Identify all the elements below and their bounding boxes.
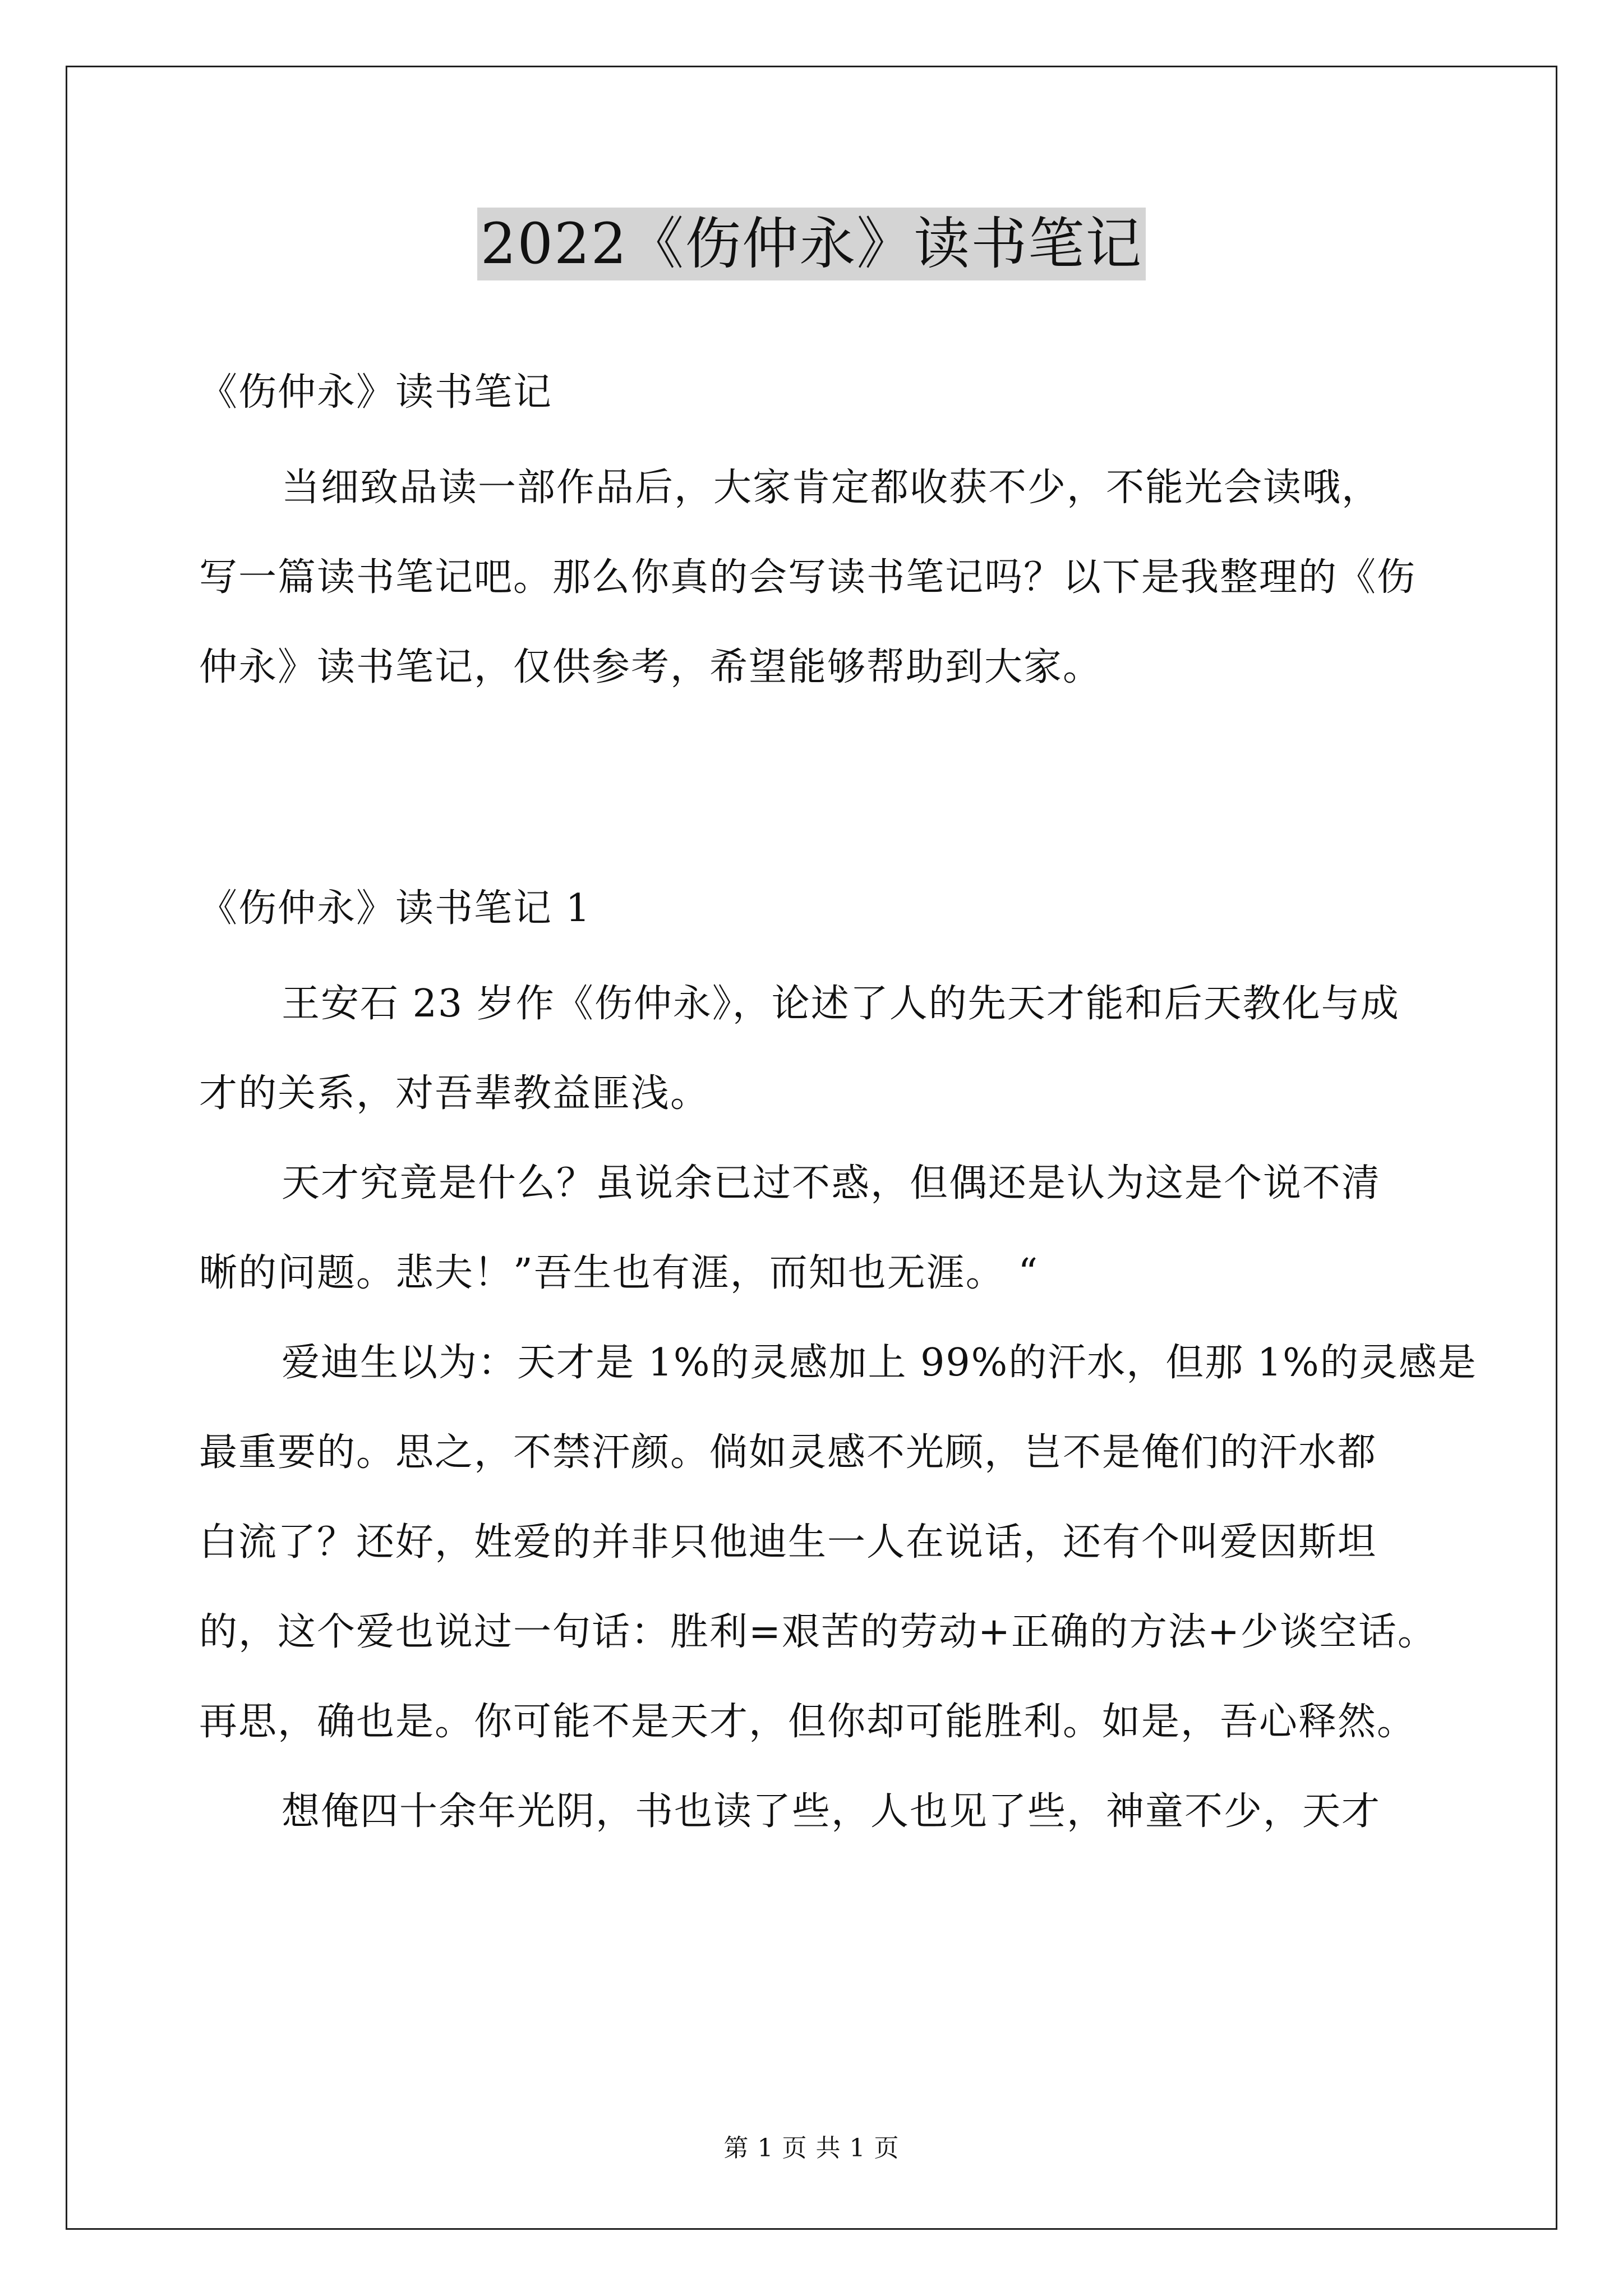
section-heading: 《伤仲永》读书笔记 1	[199, 886, 591, 931]
body-line: 白流了？还好，姓爱的并非只他迪生一人在说话，还有个叫爱因斯坦	[199, 1520, 1377, 1565]
intro-line: 仲永》读书笔记，仅供参考，希望能够帮助到大家。	[199, 645, 1103, 689]
page-number-footer: 第 1 页 共 1 页	[723, 2134, 900, 2162]
body-line: 晰的问题。悲夫！”吾生也有涯，而知也无涯。 “	[199, 1251, 1039, 1295]
body-line: 再思，确也是。你可能不是天才，但你却可能胜利。如是，吾心释然。	[199, 1700, 1417, 1744]
body-line: 才的关系，对吾辈教益匪浅。	[199, 1071, 710, 1116]
body-line: 的，这个爱也说过一句话：胜利=艰苦的劳动+正确的方法+少谈空话。	[199, 1610, 1437, 1654]
intro-line: 当细致品读一部作品后，大家肯定都收获不少，不能光会读哦，	[282, 466, 1381, 510]
body-line: 想俺四十余年光阴，书也读了些，人也见了些，神童不少，天才	[282, 1789, 1381, 1834]
document-title: 2022《伤仲永》读书笔记	[477, 208, 1146, 280]
body-line: 王安石 23 岁作《伤仲永》，论述了人的先天才能和后天教化与成	[282, 982, 1400, 1026]
intro-line: 写一篇读书笔记吧。那么你真的会写读书笔记吗？以下是我整理的《伤	[199, 555, 1417, 600]
body-line: 最重要的。思之，不禁汗颜。倘如灵感不光顾，岂不是俺们的汗水都	[199, 1430, 1377, 1475]
body-line: 爱迪生以为：天才是 1%的灵感加上 99%的汗水，但那 1%的灵感是	[282, 1341, 1477, 1385]
document-subtitle: 《伤仲永》读书笔记	[199, 370, 553, 415]
title-container	[0, 208, 1623, 280]
body-line: 天才究竟是什么？虽说余已过不惑，但偶还是认为这是个说不清	[282, 1161, 1381, 1205]
